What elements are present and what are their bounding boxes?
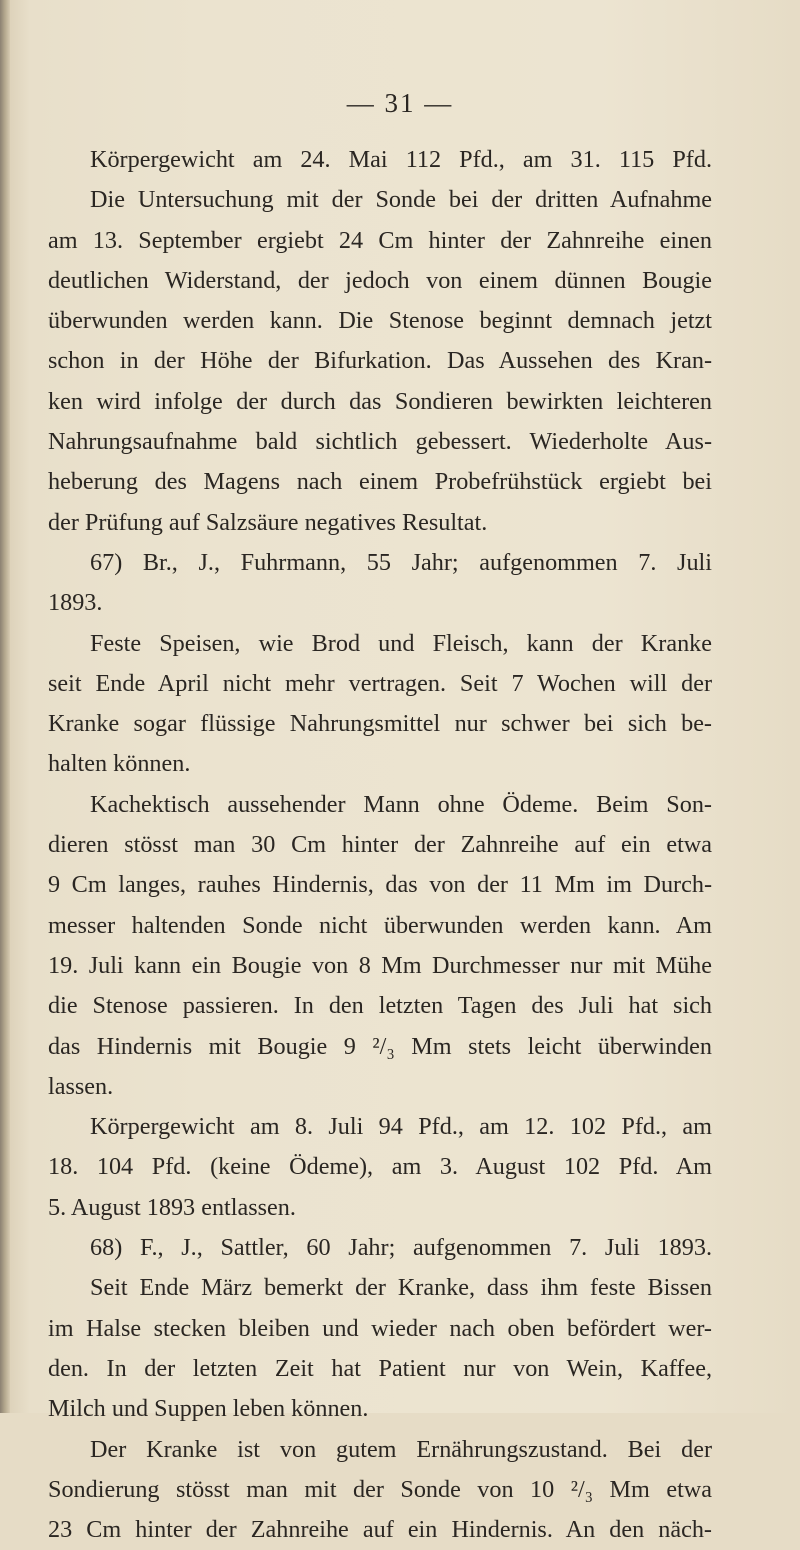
text-line: im Halse stecken bleiben und wieder nach oben befördert wer-: [48, 1314, 712, 1342]
text-line: das Hindernis mit Bougie 9 ²/₃ Mm stets leicht überwinden: [48, 1032, 712, 1060]
text-line: 9 Cm langes, rauhes Hindernis, das von der 11 Mm im Durch-: [48, 871, 712, 899]
text-line: Milch und Suppen leben können.: [48, 1395, 369, 1423]
text-line: 23 Cm hinter der Zahnreihe auf ein Hindernis. An den näch-: [48, 1516, 712, 1544]
page-number: — 31 —: [346, 88, 454, 118]
text-line: Sondierung stösst man mit der Sonde von 10 ²/₃ Mm etwa: [48, 1475, 712, 1503]
text-line: lassen.: [48, 1072, 114, 1100]
text-line: 67) Br., J., Fuhrmann, 55 Jahr; aufgenommen 7. Juli: [90, 548, 712, 576]
text-line: dieren stösst man 30 Cm hinter der Zahnreihe auf ein etwa: [48, 831, 712, 859]
text-line: halten können.: [48, 750, 191, 778]
text-line: 19. Juli kann ein Bougie von 8 Mm Durchmesser nur mit Mühe: [48, 951, 712, 979]
text-line: 18. 104 Pfd. (keine Ödeme), am 3. August 102 Pfd. Am: [48, 1153, 712, 1181]
text-line: ken wird infolge der durch das Sondieren bewirkten leichteren: [48, 387, 712, 415]
text-line: heberung des Magens nach einem Probefrühstück ergiebt bei: [48, 468, 712, 496]
text-line: messer haltenden Sonde nicht überwunden werden kann. Am: [48, 911, 712, 939]
text-line: Seit Ende März bemerkt der Kranke, dass ihm feste Bissen: [90, 1274, 712, 1302]
text-line: 68) F., J., Sattler, 60 Jahr; aufgenommen 7. Juli 1893.: [90, 1234, 712, 1262]
text-line: 1893.: [48, 589, 103, 617]
text-line: Der Kranke ist von gutem Ernährungszustand. Bei der: [90, 1435, 712, 1463]
text-line: Feste Speisen, wie Brod und Fleisch, kann der Kranke: [90, 629, 712, 657]
text-line: die Stenose passieren. In den letzten Tagen des Juli hat sich: [48, 992, 712, 1020]
text-line: Kranke sogar flüssige Nahrungsmittel nur schwer bei sich be-: [48, 710, 712, 738]
text-line: der Prüfung auf Salzsäure negatives Resultat.: [48, 508, 488, 536]
text-line: seit Ende April nicht mehr vertragen. Seit 7 Wochen will der: [48, 669, 712, 697]
text-line: Nahrungsaufnahme bald sichtlich gebessert. Wiederholte Aus-: [48, 428, 712, 456]
text-line: den. In der letzten Zeit hat Patient nur von Wein, Kaffee,: [48, 1354, 712, 1382]
body-text: [48, 140, 712, 1550]
text-line: 5. August 1893 entlassen.: [48, 1193, 296, 1221]
text-line: Körpergewicht am 8. Juli 94 Pfd., am 12. 102 Pfd., am: [90, 1113, 712, 1141]
text-line: am 13. September ergiebt 24 Cm hinter der Zahnreihe einen: [48, 226, 712, 254]
text-line: schon in der Höhe der Bifurkation. Das Aussehen des Kran-: [48, 347, 712, 375]
book-spine-edge: [0, 0, 10, 1413]
text-line: Körpergewicht am 24. Mai 112 Pfd., am 31. 115 Pfd.: [90, 146, 712, 173]
text-line: Kachektisch aussehender Mann ohne Ödeme. Beim Son-: [90, 790, 712, 818]
text-line: deutlichen Widerstand, der jedoch von einem dünnen Bougie: [48, 266, 712, 294]
text-line: überwunden werden kann. Die Stenose beginnt demnach jetzt: [48, 307, 712, 335]
text-line: Die Untersuchung mit der Sonde bei der dritten Aufnahme: [90, 186, 712, 214]
